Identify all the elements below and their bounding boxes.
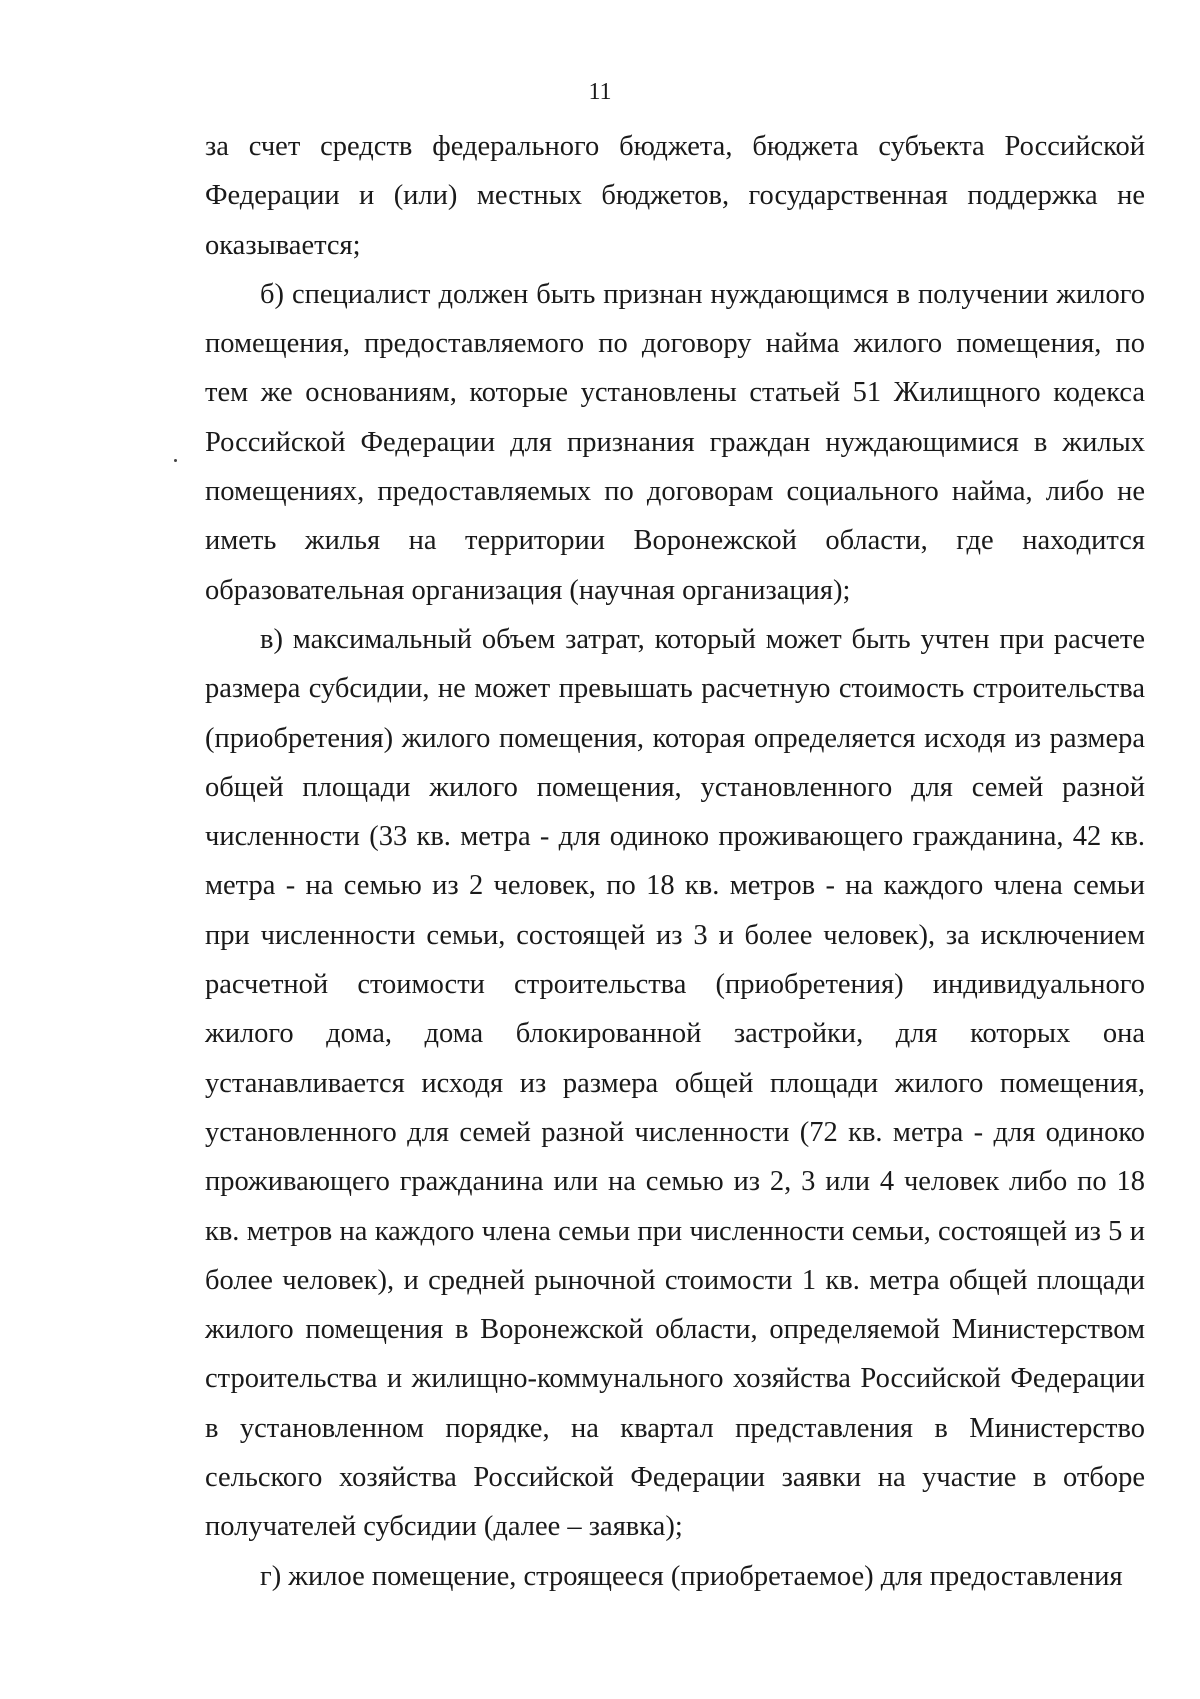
- paragraph-item-b: б) специалист должен быть признан нуждающимся в получении жилого помещения, предоставляемого по договору найма жилого помещения, по тем же основаниям, которые установлены статьей 51 Жилищного кодекса Российской Федерации для признания граждан нуждающимися в жилых помещениях, предоставляемых по договорам социального найма, либо не иметь жилья на территории Воронежской области, где находится образовательная организация (научная организация);: [205, 278, 1145, 606]
- document-body: [205, 122, 1145, 1601]
- paragraph-item-v: в) максимальный объем затрат, который может быть учтен при расчете размера субсидии, не может превышать расчетную стоимость строительства (приобретения) жилого помещения, которая определяется исходя из размера общей площади жилого помещения, установленного для семей разной численности (33 кв. метра - для одиноко проживающего гражданина, 42 кв. метра - на семью из 2 человек, по 18 кв. метров - на каждого члена семьи при численности семьи, состоящей из 3 и более человек), за исключением расчетной стоимости строительства (приобретения) индивидуального жилого дома, дома блокированной застройки, для которых она устанавливается исходя из размера общей площади жилого помещения, установленного для семей разной численности (72 кв. метра - для одиноко проживающего гражданина или на семью из 2, 3 или 4 человек либо по 18 кв. метров на каждого члена семьи при численности семьи, состоящей из 5 и более человек), и средней рыночной стоимости 1 кв. метра общей площади жилого помещения в Воронежской области, определяемой Министерством строительства и жилищно-коммунального хозяйства Российской Федерации в установленном порядке, на квартал представления в Министерство сельского хозяйства Российской Федерации заявки на участие в отборе получателей субсидии (далее – заявка);: [205, 623, 1145, 1543]
- page-number: 11: [588, 79, 612, 105]
- paragraph-item-g: г) жилое помещение, строящееся (приобретаемое) для предоставления: [260, 1560, 1123, 1592]
- scan-speck: [174, 459, 177, 462]
- paragraph-continuation: за счет средств федерального бюджета, бюджета субъекта Российской Федерации и (или) местных бюджетов, государственная поддержка не оказывается;: [205, 131, 1145, 261]
